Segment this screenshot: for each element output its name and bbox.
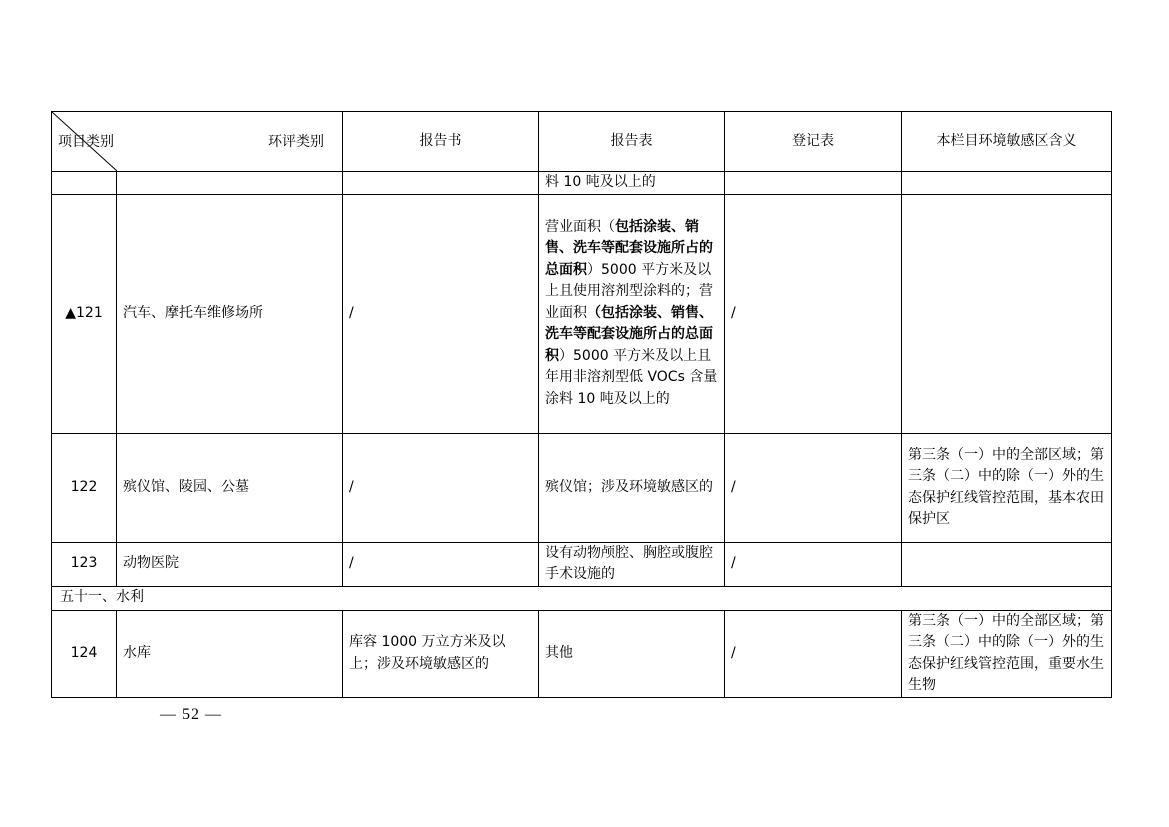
header-diagonal-cell xyxy=(52,112,343,172)
eia-category-label: 环评类别 xyxy=(268,134,324,150)
cell-report-book xyxy=(343,172,539,195)
cell-no: 122 xyxy=(52,433,117,542)
cell-no: 124 xyxy=(52,610,117,697)
report-form-bold-text: 包括涂装、销售、洗车等配套设施所占的总面积 xyxy=(545,218,713,278)
cell-name: 汽车、摩托车维修场所 xyxy=(117,194,343,433)
cell-registration: / xyxy=(725,542,902,586)
eia-category-table xyxy=(51,111,1112,698)
cell-sensitive: 第三条（一）中的全部区域；第三条（二）中的除（一）外的生态保护红线管控范围，基本农田保护区 xyxy=(902,433,1112,542)
report-form-bold-text: （包括涂装、销售、洗车等配套设施所占的总面积 xyxy=(545,304,713,364)
project-category-label: 项目类别 xyxy=(58,134,114,150)
cell-registration: / xyxy=(725,433,902,542)
table-row xyxy=(52,194,1112,433)
report-form-text: 营业面积（ xyxy=(545,218,615,235)
table-row xyxy=(52,542,1112,586)
cell-report-book: / xyxy=(343,194,539,433)
table-row xyxy=(52,172,1112,195)
cell-report-book: / xyxy=(343,542,539,586)
report-form-text: ）5000 平方米及以上且年用非溶剂型低 VOCs 含量涂料 10 吨及以上的 xyxy=(545,347,718,407)
cell-report-form: 殡仪馆；涉及环境敏感区的 xyxy=(539,433,725,542)
header-sensitive-area: 本栏目环境敏感区含义 xyxy=(902,112,1112,172)
table-header-row xyxy=(52,112,1112,172)
cell-report-book: 库容 1000 万立方米及以上；涉及环境敏感区的 xyxy=(343,610,539,697)
header-report-form: 报告表 xyxy=(539,112,725,172)
cell-registration xyxy=(725,172,902,195)
table-row xyxy=(52,433,1112,542)
cell-sensitive xyxy=(902,542,1112,586)
cell-name xyxy=(117,172,343,195)
cell-no: 123 xyxy=(52,542,117,586)
cell-registration: / xyxy=(725,610,902,697)
cell-sensitive: 第三条（一）中的全部区域；第三条（二）中的除（一）外的生态保护红线管控范围，重要水生生物 xyxy=(902,610,1112,697)
cell-report-form: 其他 xyxy=(539,610,725,697)
cell-report-form xyxy=(539,194,725,433)
cell-name: 殡仪馆、陵园、公墓 xyxy=(117,433,343,542)
cell-sensitive xyxy=(902,172,1112,195)
cell-report-form: 料 10 吨及以上的 xyxy=(539,172,725,195)
section-title: 五十一、水利 xyxy=(52,586,1112,610)
report-form-text: ）5000 平方米及以上且使用溶剂型涂料的；营业面积 xyxy=(545,261,713,321)
cell-registration: / xyxy=(725,194,902,433)
cell-report-form: 设有动物颅腔、胸腔或腹腔手术设施的 xyxy=(539,542,725,586)
cell-name: 水库 xyxy=(117,610,343,697)
section-row xyxy=(52,586,1112,610)
table-row xyxy=(52,610,1112,697)
cell-no xyxy=(52,172,117,195)
header-report-book: 报告书 xyxy=(343,112,539,172)
cell-sensitive xyxy=(902,194,1112,433)
cell-name: 动物医院 xyxy=(117,542,343,586)
cell-no: ▲121 xyxy=(52,194,117,433)
page-number: — 52 — xyxy=(160,706,222,723)
header-registration-form: 登记表 xyxy=(725,112,902,172)
cell-report-book: / xyxy=(343,433,539,542)
